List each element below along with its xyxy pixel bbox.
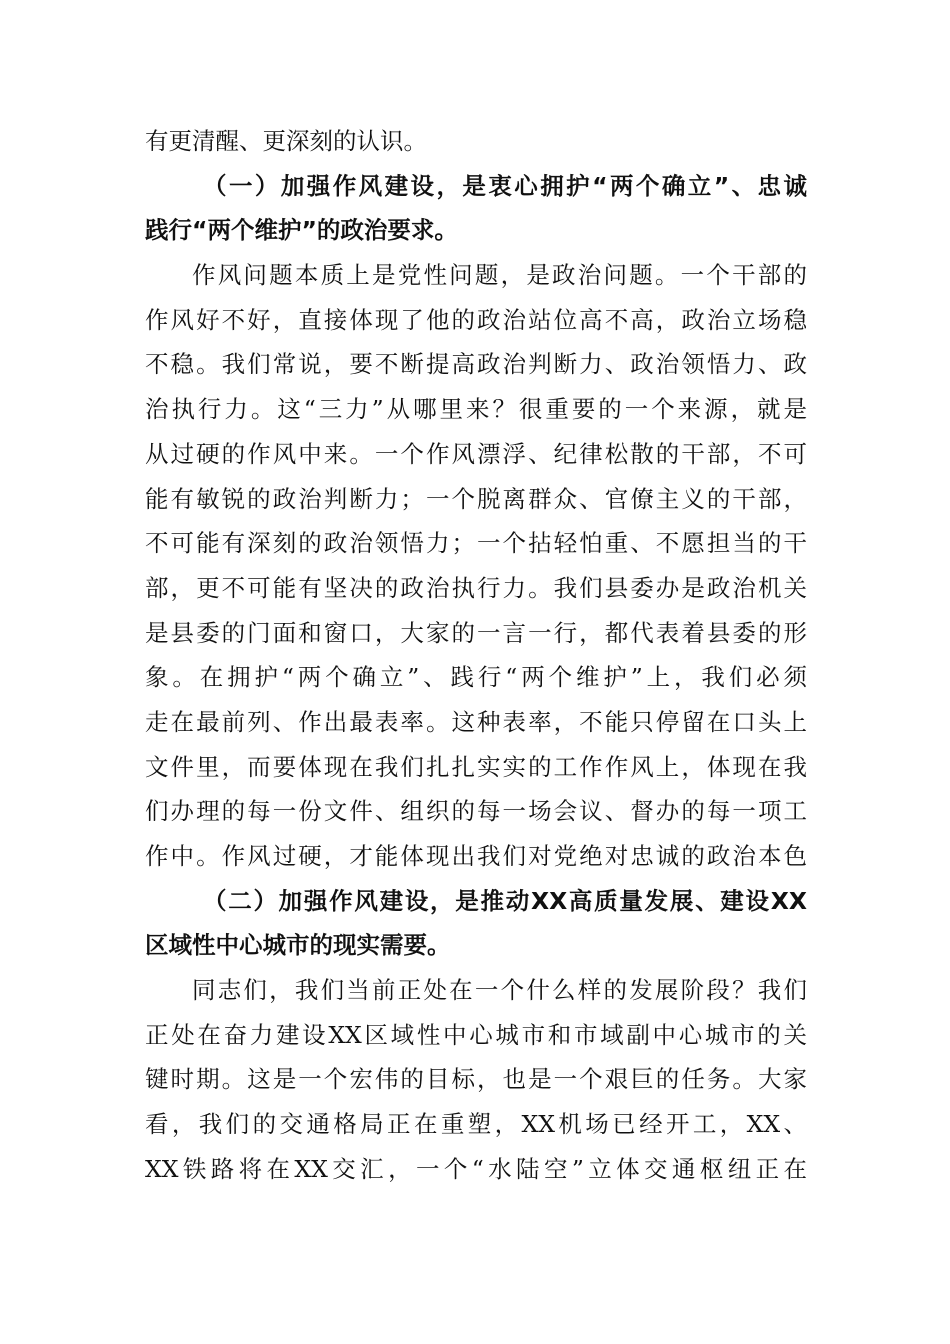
section-heading-line: （二）加强作风建设，是推动XX高质量发展、建设XX xyxy=(203,886,807,915)
paragraph-line: 不稳。我们常说，要不断提高政治判断力、政治领悟力、政 xyxy=(145,350,807,379)
paragraph-line: 治执行力。这“三力”从哪里来？很重要的一个来源，就是 xyxy=(145,395,807,424)
paragraph-line: 看，我们的交通格局正在重塑，XX机场已经开工，XX、 xyxy=(145,1110,807,1139)
paragraph-line: 有更清醒、更深刻的认识。 xyxy=(145,127,427,155)
paragraph-line: 作风好不好，直接体现了他的政治站位高不高，政治立场稳 xyxy=(145,305,807,334)
paragraph-line: 象。在拥护“两个确立”、践行“两个维护”上，我们必须 xyxy=(145,663,807,692)
paragraph-line: 是县委的门面和窗口，大家的一言一行，都代表着县委的形 xyxy=(145,618,807,647)
paragraph-line: 部，更不可能有坚决的政治执行力。我们县委办是政治机关 xyxy=(145,573,807,602)
section-heading-line: 践行“两个维护”的政治要求。 xyxy=(145,216,458,245)
paragraph-line: 能有敏锐的政治判断力；一个脱离群众、官僚主义的干部， xyxy=(145,484,807,513)
paragraph-line: 从过硬的作风中来。一个作风漂浮、纪律松散的干部，不可 xyxy=(145,439,807,468)
paragraph-line: 文件里，而要体现在我们扎扎实实的工作作风上，体现在我 xyxy=(145,752,807,781)
paragraph-line: 们办理的每一份文件、组织的每一场会议、督办的每一项工 xyxy=(145,797,807,826)
paragraph-line: 走在最前列、作出最表率。这种表率，不能只停留在口头上 xyxy=(145,707,807,736)
paragraph-line: 键时期。这是一个宏伟的目标，也是一个艰巨的任务。大家 xyxy=(145,1065,807,1094)
section-heading-line: 区域性中心城市的现实需要。 xyxy=(145,931,451,960)
paragraph-line: 正处在奋力建设XX区域性中心城市和市域副中心城市的关 xyxy=(145,1020,807,1049)
section-heading-line: （一）加强作风建设，是衷心拥护“两个确立”、忠诚 xyxy=(203,171,807,200)
paragraph-line: 作中。作风过硬，才能体现出我们对党绝对忠诚的政治本色 xyxy=(145,842,807,870)
paragraph-line: 同志们，我们当前正处在一个什么样的发展阶段？我们 xyxy=(192,976,807,1005)
document-body xyxy=(145,119,807,1192)
paragraph-line: 作风问题本质上是党性问题，是政治问题。一个干部的 xyxy=(192,261,807,290)
paragraph-line: 不可能有深刻的政治领悟力；一个拈轻怕重、不愿担当的干 xyxy=(145,529,807,558)
paragraph-line: XX铁路将在XX交汇，一个“水陆空”立体交通枢纽正在 xyxy=(145,1154,807,1183)
